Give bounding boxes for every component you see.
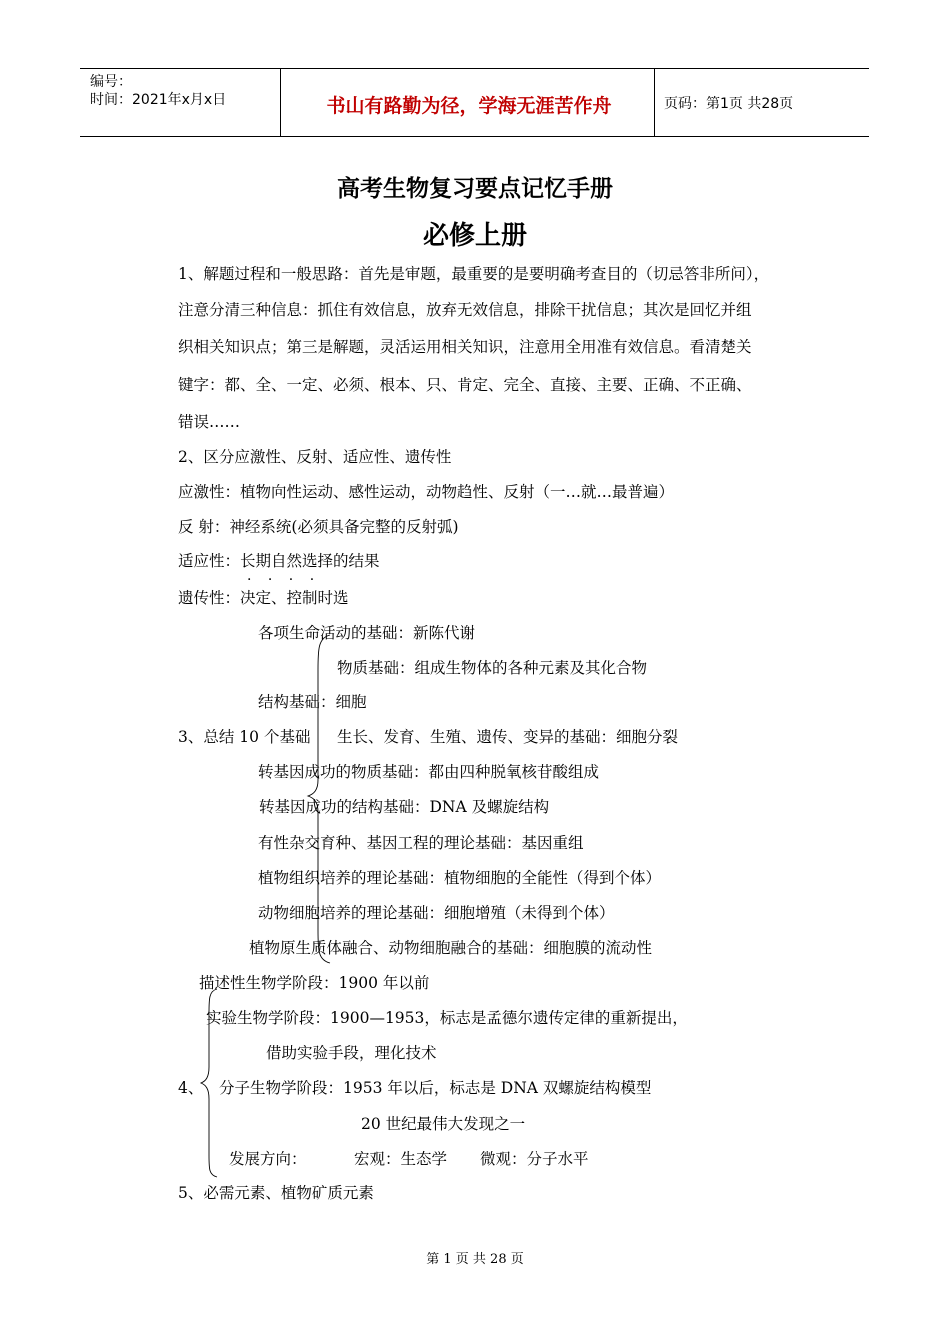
brace-item: 有性杂交育种、基因工程的理论基础：基因重组 (258, 834, 584, 852)
brace-item: 生长、发育、生殖、遗传、变异的基础：细胞分裂 (337, 728, 679, 746)
header-divider (654, 69, 655, 136)
text-line: 反 射：神经系统(必须具备完整的反射弧) (178, 518, 459, 536)
header-meta (90, 73, 226, 109)
section-heading: 4、 (178, 1079, 204, 1097)
brace-item: 各项生命活动的基础：新陈代谢 (258, 624, 476, 642)
brace-item: 转基因成功的结构基础：DNA 及螺旋结构 (259, 798, 550, 816)
brace-item: 物质基础：组成生物体的各种元素及其化合物 (337, 659, 648, 677)
text-line: 遗传性：决定、控制时选 (178, 589, 349, 607)
text-line: 1、解题过程和一般思路：首先是审题，最重要的是要明确考查目的（切忌答非所问）， (178, 265, 770, 283)
text-line: 错误…… (178, 413, 241, 431)
page-header (80, 68, 869, 137)
text-line: 键字：都、全、一定、必须、根本、只、肯定、完全、直接、主要、正确、不正确、 (178, 376, 752, 394)
text-line: 注意分清三种信息：抓住有效信息，放弃无效信息，排除干扰信息；其次是回忆并组 (178, 301, 752, 319)
brace-item: 结构基础：细胞 (258, 693, 367, 711)
brace-item: 宏观：生态学 (354, 1150, 448, 1168)
brace-item: 描述性生物学阶段：1900 年以前 (199, 974, 430, 992)
brace-item: 动物细胞培养的理论基础：细胞增殖（未得到个体） (258, 904, 615, 922)
page-footer: 第 1 页 共 28 页 (426, 1252, 524, 1267)
emphasis-dots: · · · · (247, 572, 321, 588)
brace-item: 发展方向： (229, 1150, 307, 1168)
document-title: 高考生物复习要点记忆手册 (337, 175, 613, 202)
time-label: 时间：2021年x月x日 (90, 92, 227, 108)
brace-item: 植物组织培养的理论基础：植物细胞的全能性（得到个体） (258, 869, 662, 887)
brace-item: 借助实验手段，理化技术 (266, 1044, 437, 1062)
brace-item: 分子生物学阶段：1953 年以后，标志是 DNA 双螺旋结构模型 (219, 1079, 652, 1097)
brace-item: 实验生物学阶段：1900—1953，标志是孟德尔遗传定律的重新提出， (206, 1009, 688, 1027)
text-line: 织相关知识点；第三是解题，灵活运用相关知识，注意用全用准有效信息。看清楚关 (178, 338, 752, 356)
brace-item: 植物原生质体融合、动物细胞融合的基础：细胞膜的流动性 (249, 939, 653, 957)
header-motto: 书山有路勤为径，学海无涯苦作舟 (326, 95, 612, 117)
text-line: 2、区分应激性、反射、适应性、遗传性 (178, 448, 452, 466)
brace-item: 微观：分子水平 (480, 1150, 589, 1168)
brace-item: 转基因成功的物质基础：都由四种脱氧核苷酸组成 (258, 763, 600, 781)
header-divider (280, 69, 281, 136)
brace-item: 20 世纪最伟大发现之一 (361, 1115, 526, 1133)
text-line: 适应性：长期自然选择的结果 (178, 552, 380, 570)
number-label: 编号： (90, 74, 132, 90)
document-subtitle: 必修上册 (422, 221, 527, 251)
header-page-info: 页码：第1页 共28页 (664, 96, 794, 112)
text-line: 应激性：植物向性运动、感性运动，动物趋性、反射（一…就…最普遍） (178, 483, 675, 501)
section-heading: 5、必需元素、植物矿质元素 (178, 1184, 374, 1202)
section-heading: 3、总结 10 个基础 (178, 728, 311, 746)
